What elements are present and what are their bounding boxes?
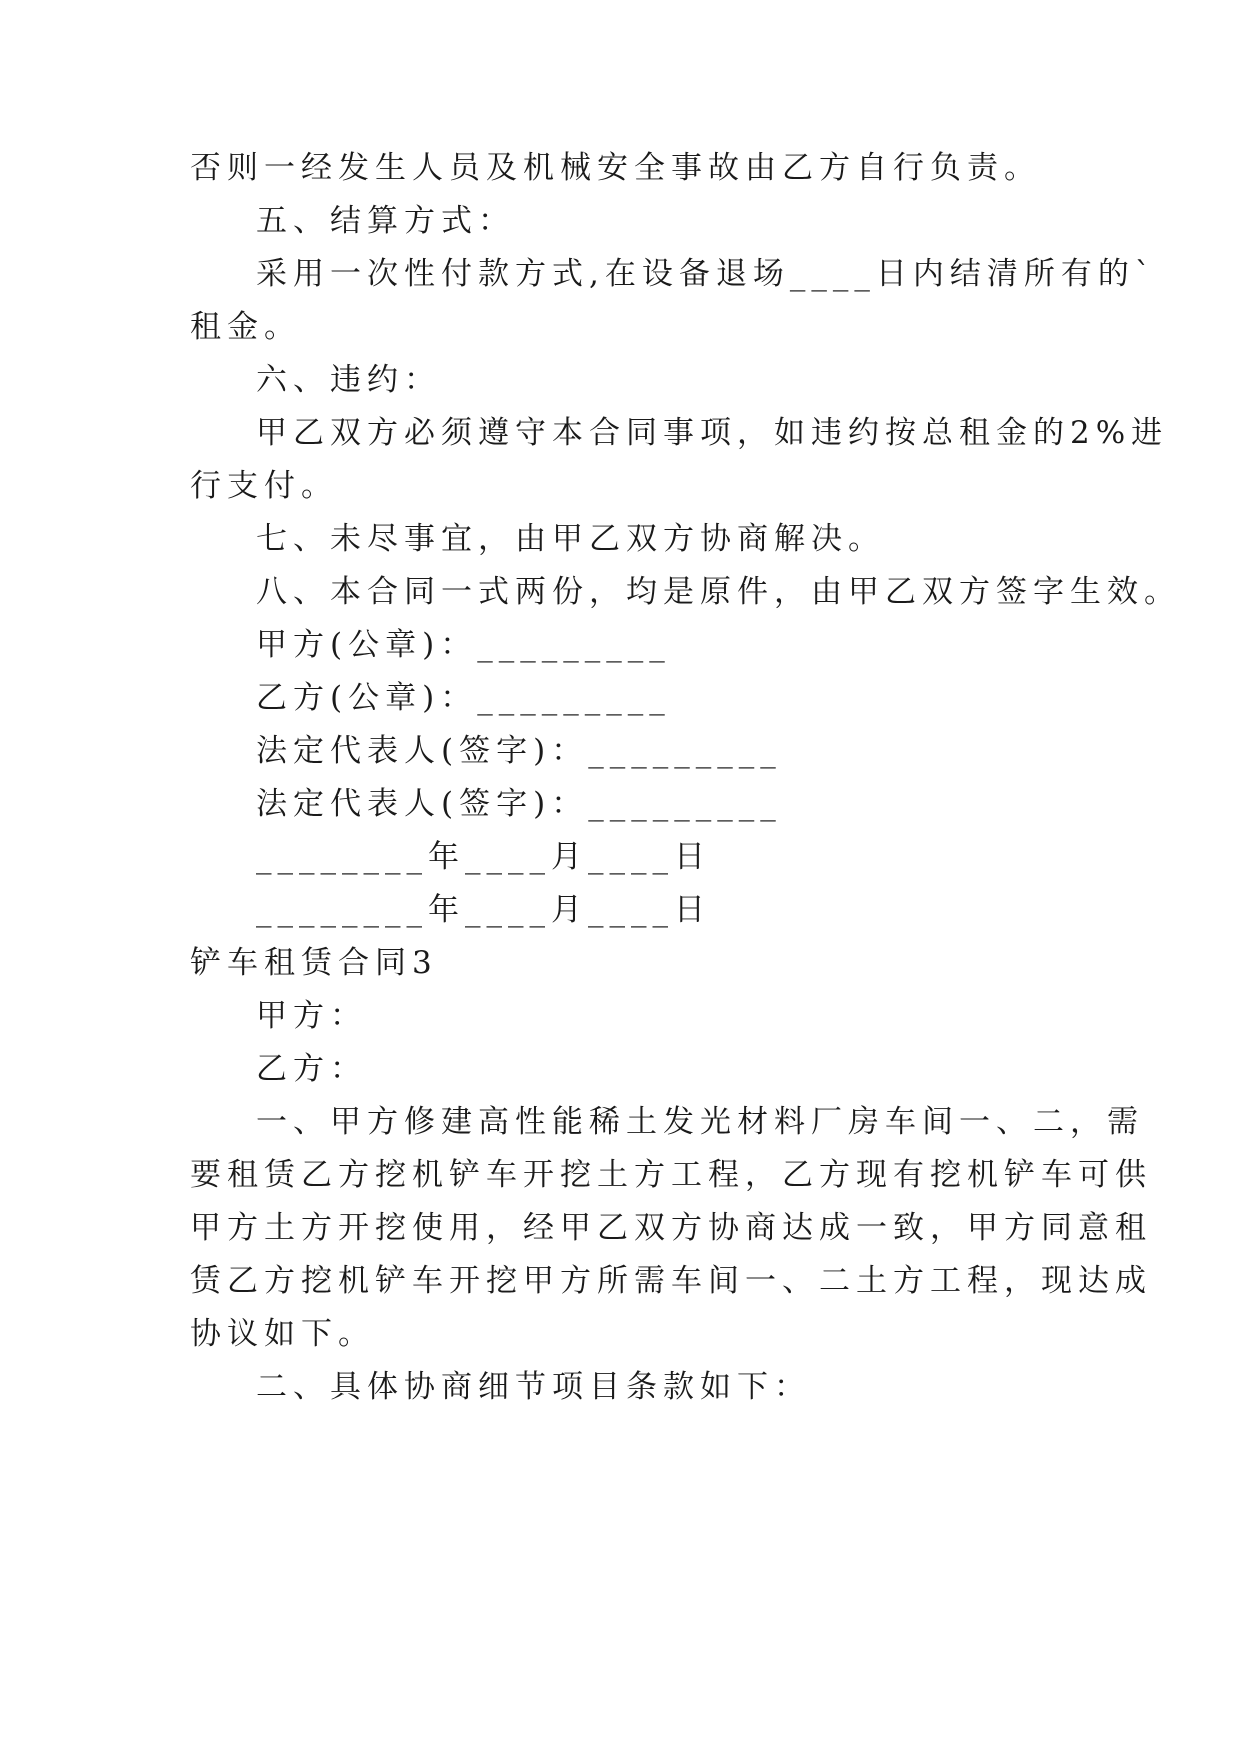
text-line: 甲乙双方必须遵守本合同事项，如违约按总租金的2%进 <box>256 415 1169 451</box>
text-line: 要租赁乙方挖机铲车开挖土方工程，乙方现有挖机铲车可供 <box>190 1157 1152 1193</box>
section-heading-settlement: 五、结算方式： <box>256 203 515 239</box>
section-heading-breach: 六、违约： <box>256 362 441 398</box>
text-line: 协议如下。 <box>190 1316 375 1352</box>
text-line: 赁乙方挖机铲车开挖甲方所需车间一、二土方工程，现达成 <box>190 1263 1152 1299</box>
signature-party-a: 甲方(公章)：_________ <box>256 627 671 663</box>
text-line: 甲方土方开挖使用，经甲乙双方协商达成一致，甲方同意租 <box>190 1210 1152 1246</box>
signature-party-b: 乙方(公章)：_________ <box>256 680 671 716</box>
text-line: 否则一经发生人员及机械安全事故由乙方自行负责。 <box>190 150 1041 186</box>
section-heading-details: 二、具体协商细节项目条款如下： <box>256 1369 811 1405</box>
clause-seven: 七、未尽事宜，由甲乙双方协商解决。 <box>256 521 885 557</box>
text-line: 一、甲方修建高性能稀土发光材料厂房车间一、二，需 <box>256 1104 1144 1140</box>
text-line: 采用一次性付款方式,在设备退场____日内结清所有的` <box>256 256 1157 292</box>
text-line: 行支付。 <box>190 468 338 504</box>
date-line-a: ________年____月____日 <box>256 839 711 875</box>
text-line: 租金。 <box>190 309 301 345</box>
date-line-b: ________年____月____日 <box>256 892 711 928</box>
party-a-label: 甲方： <box>256 998 367 1034</box>
clause-eight: 八、本合同一式两份，均是原件，由甲乙双方签字生效。 <box>256 574 1181 610</box>
signature-legal-rep-a: 法定代表人(签字)：_________ <box>256 733 782 769</box>
contract-title: 铲车租赁合同3 <box>190 945 438 981</box>
signature-legal-rep-b: 法定代表人(签字)：_________ <box>256 786 782 822</box>
party-b-label: 乙方： <box>256 1051 367 1087</box>
